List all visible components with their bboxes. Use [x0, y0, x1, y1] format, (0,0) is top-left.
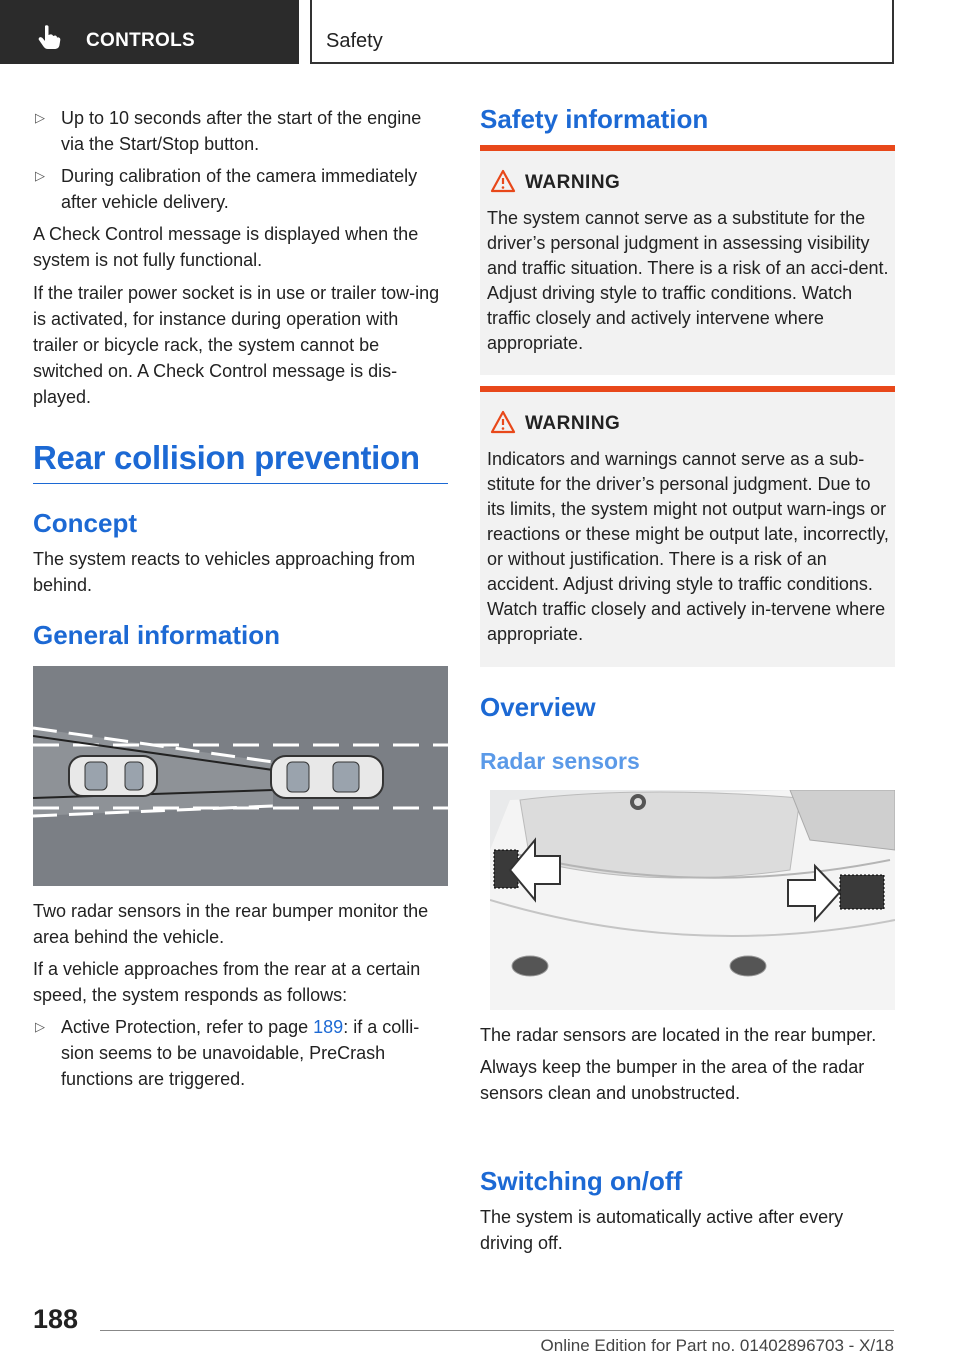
car-rear-svg [490, 790, 895, 1010]
chapter-tab [0, 0, 299, 64]
section-label: Safety [326, 30, 383, 52]
paragraph: If the trailer power socket is in use or trailer tow-ing is activated, for instance during operation with trailer or bicycle rack, the system cannot be switched on. A Check Control message is dis-played. [33, 283, 440, 407]
paragraph: Two radar sensors in the rear bumper monitor the area behind the vehicle. [33, 901, 429, 947]
paragraph: If a vehicle approaches from the rear at a certain speed, the system responds as follows: [33, 959, 421, 1005]
footer-edition: Online Edition for Part no. 01402896703 - X/18 [540, 1336, 894, 1355]
road-diagram [33, 666, 448, 886]
title-rule [33, 483, 448, 484]
road-diagram-svg [33, 666, 448, 886]
switch-text: The system is automatically active after every driving off. [480, 1207, 844, 1253]
warning-triangle-icon [490, 169, 516, 193]
warning-box-2 [480, 386, 895, 667]
left-column [33, 105, 448, 410]
paragraph: Always keep the bumper in the area of the radar sensors clean and unobstructed. [480, 1057, 865, 1103]
paragraph: The radar sensors are located in the rear bumper. [480, 1025, 877, 1045]
warning-triangle-icon [490, 410, 516, 434]
warning-title: WARNING [525, 172, 621, 193]
hand-pointer-icon [36, 24, 62, 50]
concept-heading: Concept [33, 508, 137, 538]
switch-heading: Switching on/off [480, 1166, 683, 1196]
overview-heading: Overview [480, 692, 596, 722]
radar-heading: Radar sensors [480, 748, 640, 774]
general-text [33, 898, 448, 1092]
list-item: ▷ During calibration of the camera immediately after vehicle delivery. [33, 163, 448, 215]
car-rear-illustration [490, 790, 895, 1010]
chapter-label: CONTROLS [86, 30, 196, 51]
safety-heading: Safety information [480, 104, 709, 134]
paragraph: A Check Control message is displayed when the system is not fully functional. [33, 224, 419, 270]
concept-text: The system reacts to vehicles approaching from behind. [33, 549, 416, 595]
radar-text [480, 1022, 895, 1106]
warning-box-1 [480, 145, 895, 375]
warning-title: WARNING [525, 413, 621, 434]
own-car-icon [271, 756, 383, 798]
triangle-bullet-icon: ▷ [35, 110, 45, 125]
page-number: 188 [33, 1304, 79, 1334]
page-link[interactable]: 189 [313, 1017, 344, 1037]
general-heading: General information [33, 620, 281, 650]
warning-text: The system cannot serve as a substitute for the driver’s personal judgment in assessing visibility and traffic situation. There is a risk of an acci-dent. Adjust driving style to traffic conditions. Watch traffic closely and actively intervene where appropriate. [487, 208, 889, 353]
triangle-bullet-icon: ▷ [35, 1019, 45, 1034]
list-item: ▷ Up to 10 seconds after the start of the engine via the Start/Stop button. [33, 105, 448, 157]
triangle-bullet-icon: ▷ [35, 168, 45, 183]
warning-text: Indicators and warnings cannot serve as a sub-stitute for the driver’s personal judgment. Due to its limits, the system might not output warn-ings or reactions or these might be output late, incorrectly, or without justification. There is a risk of an accident. Adjust driving style to traffic conditions. Watch traffic closely and actively in-tervene where appropriate. [487, 449, 889, 644]
list-item: ▷ Active Protection, refer to page 189: if a colli-sion seems to be unavoidable, PreCrash functions are triggered. [33, 1014, 448, 1092]
page-title: Rear collision prevention [33, 439, 420, 476]
footer-rule [100, 1330, 894, 1331]
car-behind-icon [69, 756, 157, 796]
section-header [310, 0, 894, 64]
